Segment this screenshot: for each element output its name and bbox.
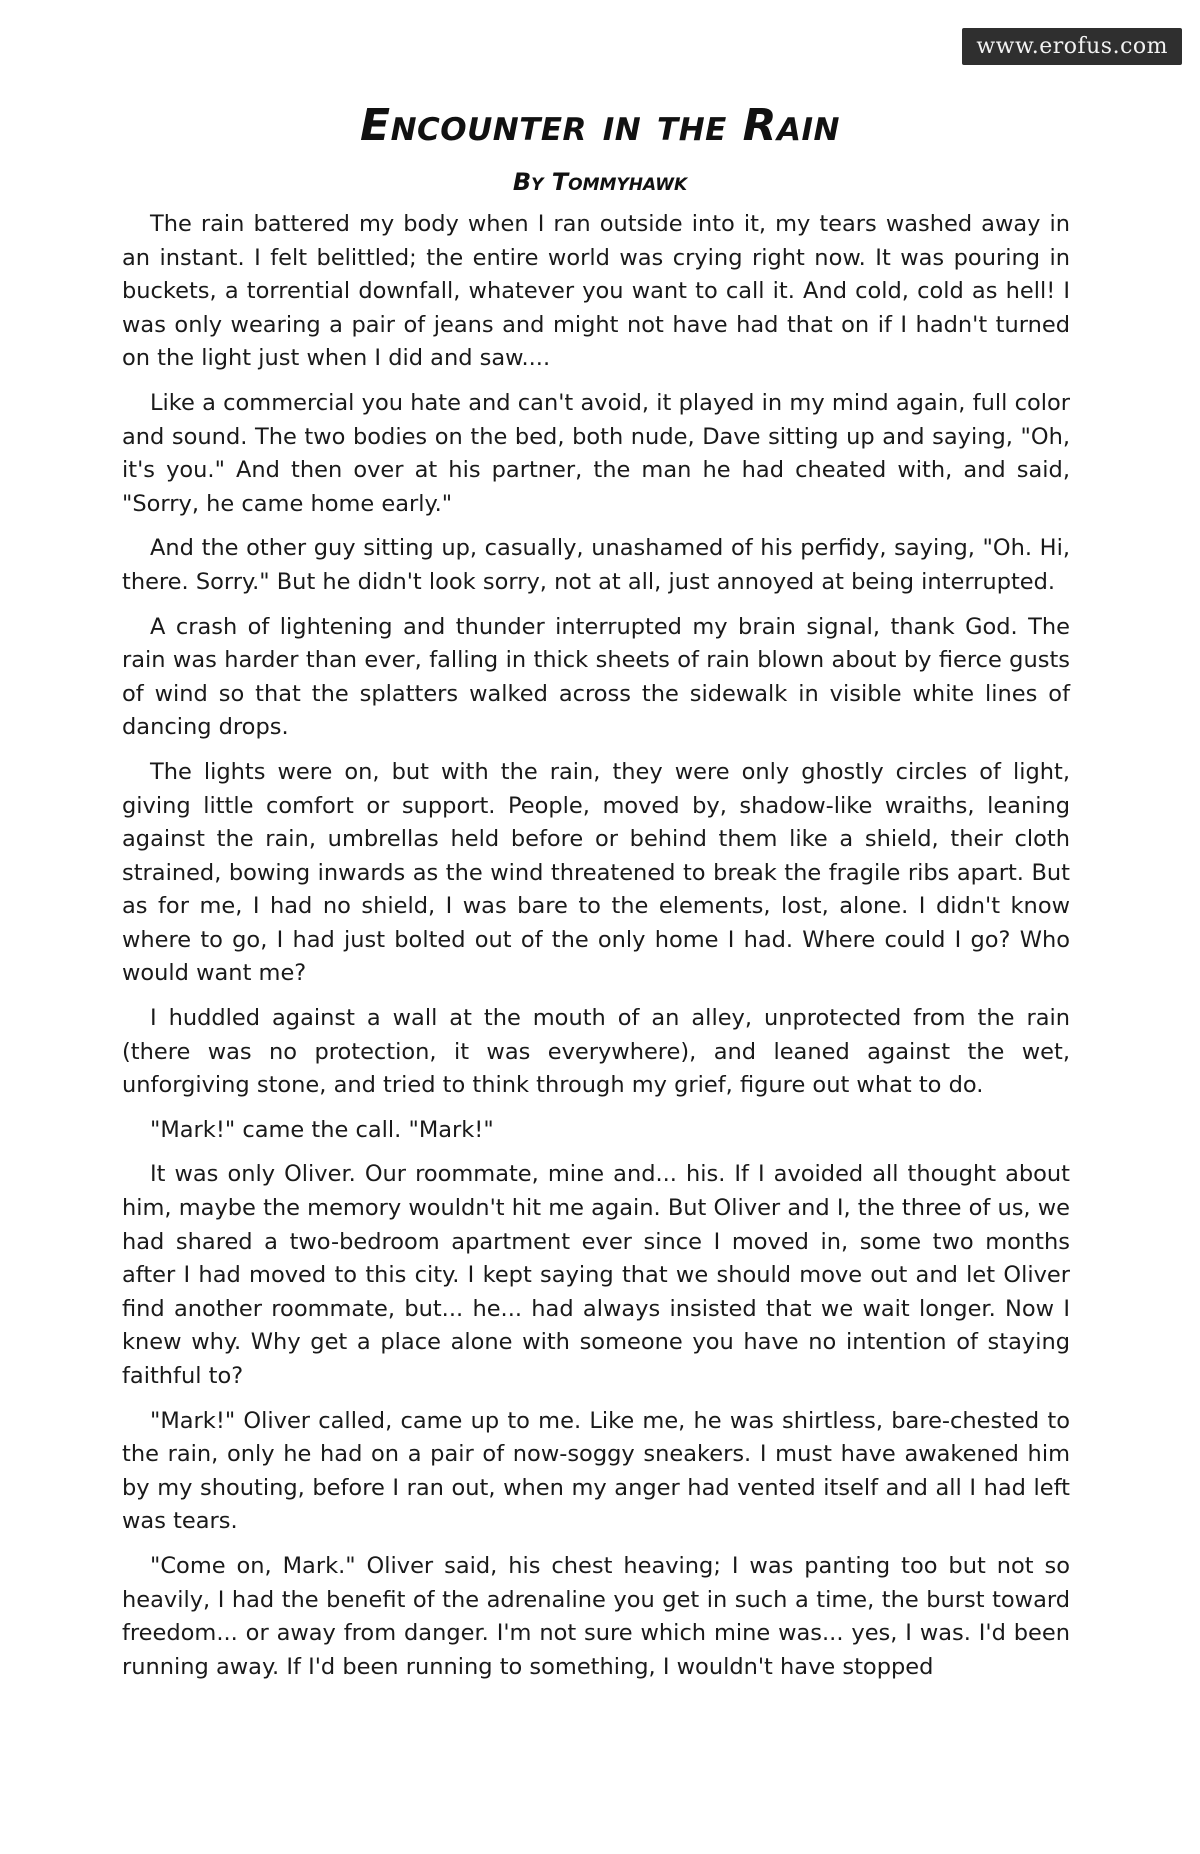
story-paragraph: The rain battered my body when I ran outside into it, my tears washed away in an instant. I felt belittled; the entire world was crying right now. It was pouring in buckets, a torrential downfall, whatever you want to call it. And cold, cold as hell! I was only wearing a pair of jeans and might not have had that on if I hadn't turned on the light just when I did and saw....: [122, 211, 1070, 372]
story-paragraph: "Come on, Mark." Oliver said, his chest heaving; I was panting too but not so heavily, I had the benefit of the adrenaline you get in such a time, the burst toward freedom... or away from danger. I'm not sure which mine was... yes, I was. I'd been running away. If I'd been running to something, I wouldn't have stopped: [122, 1552, 1070, 1680]
story-paragraph: A crash of lightening and thunder interrupted my brain signal, thank God. The rain was harder than ever, falling in thick sheets of rain blown about by fierce gusts of wind so that the splatters walked across the sidewalk in visible white lines of dancing drops.: [122, 613, 1070, 741]
story-paragraph: And the other guy sitting up, casually, unashamed of his perfidy, saying, "Oh. Hi, there. Sorry." But he didn't look sorry, not at all, just annoyed at being interrupted.: [122, 535, 1070, 595]
story-paragraph: It was only Oliver. Our roommate, mine and... his. If I avoided all thought about him, maybe the memory wouldn't hit me again. But Oliver and I, the three of us, we had shared a two-bedroom apartment ever since I moved in, some two months after I had moved to this city. I kept saying that we should move out and let Oliver find another roommate, but... he... had always insisted that we wait longer. Now I knew why. Why get a place alone with someone you have no intention of staying faithful to?: [122, 1161, 1070, 1389]
story-paragraph: Like a commercial you hate and can't avoid, it played in my mind again, full color and sound. The two bodies on the bed, both nude, Dave sitting up and saying, "Oh, it's you." And then over at his partner, the man he had cheated with, and said, "Sorry, he came home early.": [122, 389, 1070, 517]
story-byline: By Tommyhawk: [512, 168, 688, 196]
story-paragraph: I huddled against a wall at the mouth of an alley, unprotected from the rain (there was no protection, it was everywhere), and leaned against the wet, unforgiving stone, and tried to think through my grief, figure out what to do.: [122, 1005, 1070, 1099]
story-body: [122, 208, 1070, 1695]
story-paragraph: "Mark!" Oliver called, came up to me. Like me, he was shirtless, bare-chested to the rain, only he had on a pair of now-soggy sneakers. I must have awakened him by my shouting, before I ran out, when my anger had vented itself and all I had left was tears.: [122, 1407, 1070, 1535]
site-watermark: www.erofus.com: [962, 28, 1182, 65]
story-paragraph: The lights were on, but with the rain, they were only ghostly circles of light, giving little comfort or support. People, moved by, shadow-like wraiths, leaning against the rain, umbrellas held before or behind them like a shield, their cloth strained, bowing inwards as the wind threatened to break the fragile ribs apart. But as for me, I had no shield, I was bare to the elements, lost, alone. I didn't know where to go, I had just bolted out of the only home I had. Where could I go? Who would want me?: [122, 758, 1070, 987]
story-paragraph: "Mark!" came the call. "Mark!": [150, 1116, 494, 1143]
story-title: Encounter in the Rain: [360, 100, 840, 151]
